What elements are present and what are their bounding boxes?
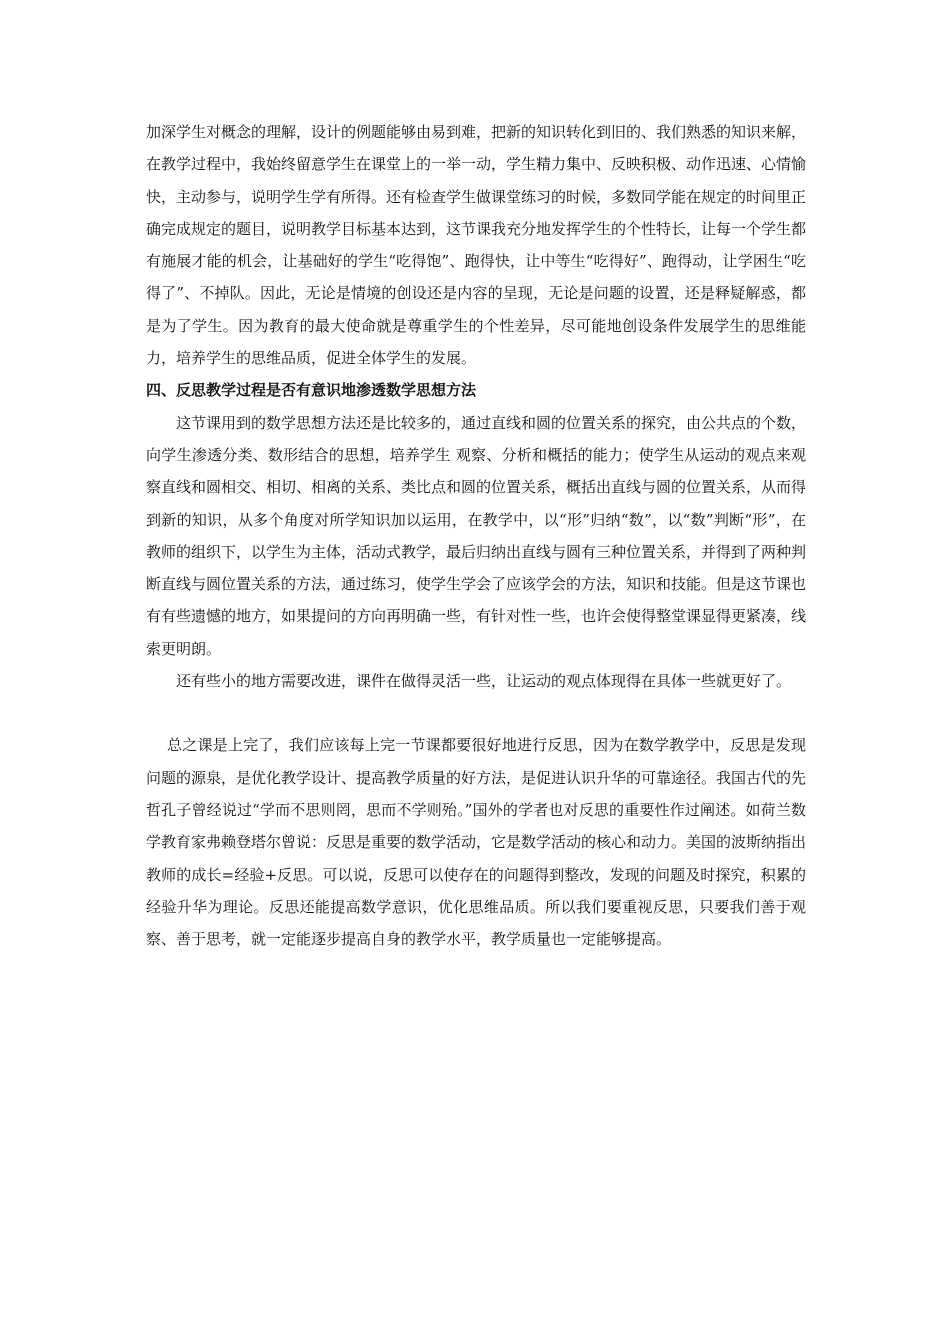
paragraph-math-thinking: 这节课用到的数学思想方法还是比较多的，通过直线和圆的位置关系的探究，由公共点的个数，向学生渗透分类、数形结合的思想，培养学生 观察、分析和概括的能力；使学生从运动的观点来观察直线和圆相交、相切、相离的关系、类比点和圆的位置关系，概括出直线与圆的位置关系，从而得到新的知识，从多个角度对所学知识加以运用，在教学中，以“形”归纳“数”，以“数”判断“形”，在教师的组织下，以学生为主体，活动式教学，最后归纳出直线与圆有三种位置关系，并得到了两种判断直线与圆位置关系的方法，通过练习，使学生学会了应该学会的方法，知识和技能。但是这节课也有有些遗憾的地方，如果提问的方向再明确一些，有针对性一些，也许会使得整堂课显得更紧凑，线索更明朗。 [146,413,807,658]
document-page [146,116,806,955]
section-heading-4: 四、反思教学过程是否有意识地渗透数学思想方法 [146,381,477,400]
paragraph-continuation: 加深学生对概念的理解，设计的例题能够由易到难，把新的知识转化到旧的、我们熟悉的知识来解，在教学过程中，我始终留意学生在课堂上的一举一动，学生精力集中、反映积极、动作迅速、心情愉快，主动参与，说明学生学有所得。还有检查学生做课堂练习的时候，多数同学能在规定的时间里正确完成规定的题目，说明教学目标基本达到，这节课我充分地发挥学生的个性特长，让每一个学生都有施展才能的机会，让基础好的学生“吃得饱”、跑得快，让中等生“吃得好”、跑得动，让学困生“吃得了”、不掉队。因此，无论是情境的创设还是内容的呈现，无论是问题的设置，还是释疑解惑，都是为了学生。因为教育的最大使命就是尊重学生的个性差异，尽可能地创设条件发展学生的思维能力，培养学生的思维品质，促进全体学生的发展。 [146,123,807,368]
paragraph-conclusion: 总之课是上完了，我们应该每上完一节课都要很好地进行反思，因为在数学教学中，反思是发现问题的源泉，是优化教学设计、提高教学质量的好方法，是促进认识升华的可靠途径。我国古代的先哲孔子曾经说过“学而不思则罔，思而不学则殆。”国外的学者也对反思的重要性作过阐述。如荷兰数学教育家弗赖登塔尔曾说：反思是重要的数学活动，它是数学活动的核心和动力。美国的波斯纳指出教师的成长=经验+反思。可以说，反思可以使存在的问题得到整改，发现的问题及时探究，积累的经验升华为理论。反思还能提高数学意识，优化思维品质。所以我们要重视反思，只要我们善于观察、善于思考，就一定能逐步提高自身的教学水平，教学质量也一定能够提高。 [146,736,807,949]
paragraph-improvements: 还有些小的地方需要改进，课件在做得灵活一些，让运动的观点体现得在具体一些就更好了。 [176,672,792,691]
blank-line [146,697,806,729]
